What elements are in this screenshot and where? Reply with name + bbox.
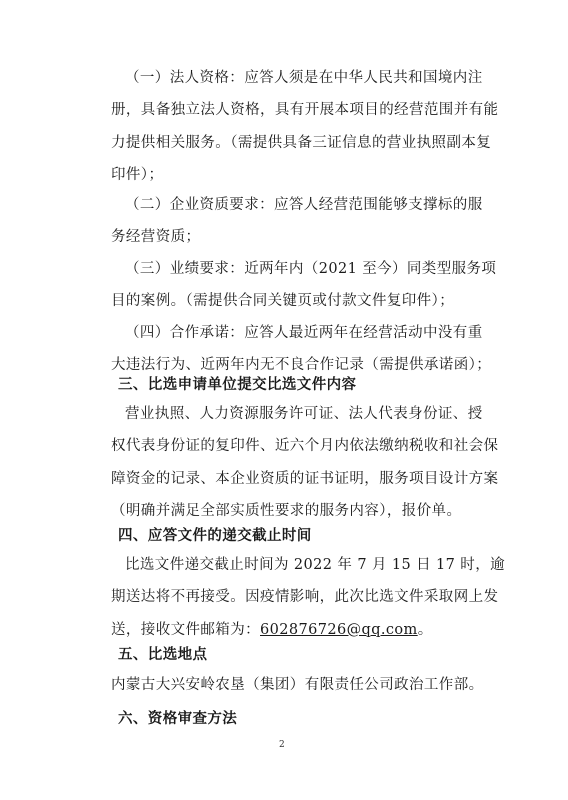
text-line: 内蒙古大兴安岭农垦（集团）有限责任公司政治工作部。 [111, 677, 484, 693]
paragraph-cooperation-commitment [111, 317, 492, 382]
email-suffix: 。 [417, 621, 433, 638]
page-number: 2 [279, 740, 285, 750]
text-line: 权代表身份证的复印件、近六个月内依法缴纳税收和社会保 [111, 438, 499, 455]
text-line: 力提供相关服务。（需提供具备三证信息的营业执照副本复 [111, 134, 492, 151]
text-line: 障资金的记录、本企业资质的证书证明，服务项目设计方案 [111, 470, 499, 487]
text-line: 册，具备独立法人资格，具有开展本项目的经营范围并有能 [111, 102, 499, 119]
section-heading-deadline: 四、应答文件的递交截止时间 [118, 528, 312, 544]
text-line: 印件）； [111, 167, 164, 184]
text-line-email [111, 614, 481, 646]
text-line: 务经营资质； [111, 229, 201, 246]
text-line: （四）合作承诺：应答人最近两年在经营活动中没有重 [125, 325, 483, 341]
paragraph-performance-requirement [111, 253, 497, 318]
text-line: 目的案例。（需提供合同关键页或付款文件复印件）； [111, 293, 455, 310]
paragraph-location [111, 669, 484, 701]
section-heading-location: 五、比选地点 [118, 647, 208, 663]
text-line: 大违法行为、近两年内无不良合作记录（需提供承诺函）； [111, 357, 492, 374]
section-heading-qualification-review: 六、资格审查方法 [118, 711, 238, 727]
email-link[interactable]: 602876726@qq.com [260, 621, 418, 638]
section-heading-submission: 三、比选申请单位提交比选文件内容 [118, 377, 357, 393]
text-line: （一）法人资格：应答人须是在中华人民共和国境内注 [125, 70, 483, 86]
email-prefix: 送，接收文件邮箱为： [111, 621, 260, 638]
text-line: 比选文件递交截止时间为 2022 年 7 月 15 日 17 时，逾 [125, 557, 505, 573]
text-line: 营业执照、人力资源服务许可证、法人代表身份证、授 [125, 406, 483, 422]
paragraph-submission-content [111, 398, 499, 528]
text-line: （三）业绩要求：近两年内（2021 至今）同类型服务项 [125, 261, 497, 277]
text-line: （二）企业资质要求：应答人经营范围能够支撑标的服 [125, 197, 483, 213]
paragraph-legal-qualification [111, 62, 499, 192]
text-line: 期送达将不再接受。因疫情影响，此次比选文件采取网上发 [111, 589, 499, 606]
text-line: （明确并满足全部实质性要求的服务内容），报价单。 [111, 503, 462, 520]
paragraph-qualification-requirement [111, 189, 481, 254]
paragraph-deadline [111, 549, 505, 646]
